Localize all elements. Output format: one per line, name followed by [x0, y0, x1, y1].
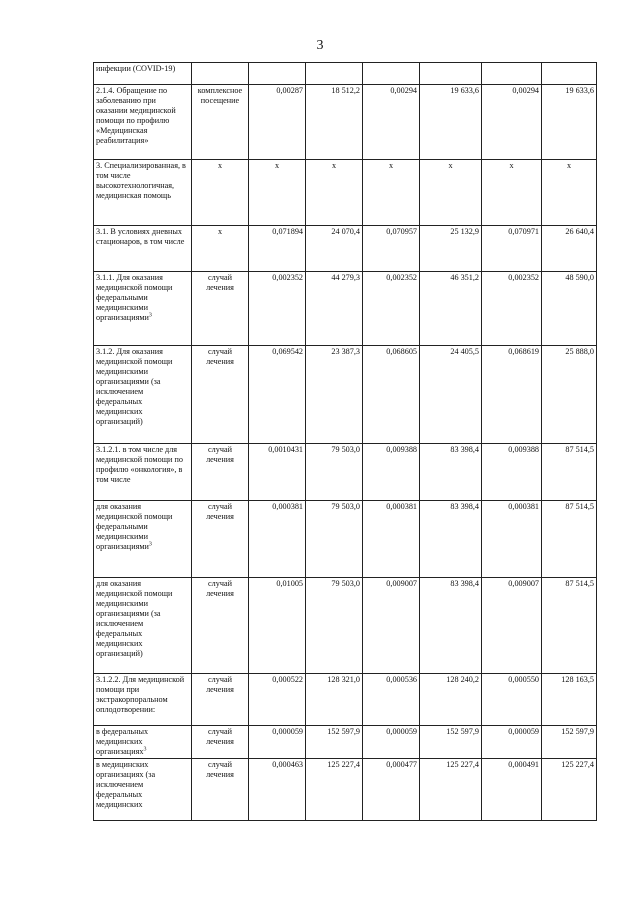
- value-cell: 25 888,0: [542, 346, 597, 444]
- value-cell: 19 633,6: [542, 85, 597, 160]
- unit-cell: случай лечения: [192, 272, 249, 346]
- value-cell: 0,070971: [482, 226, 542, 272]
- value-cell: 46 351,2: [420, 272, 482, 346]
- value-cell: 79 503,0: [306, 444, 363, 501]
- value-cell: [482, 63, 542, 85]
- value-cell: х: [363, 160, 420, 226]
- value-cell: 0,009007: [482, 578, 542, 674]
- row-name-cell: [94, 85, 192, 160]
- value-cell: 0,002352: [363, 272, 420, 346]
- row-name: 3.1. В условиях дневных стационаров, в том числе: [96, 227, 185, 246]
- table-row: [94, 759, 597, 821]
- row-name-cell: [94, 444, 192, 501]
- footnote-marker: 3: [148, 541, 152, 548]
- value-cell: 48 590,0: [542, 272, 597, 346]
- unit-cell: случай лечения: [192, 346, 249, 444]
- value-cell: 83 398,4: [420, 444, 482, 501]
- value-cell: 0,000381: [249, 501, 306, 578]
- row-name: 3. Специализированная, в том числе высокотехнологичная, медицинская помощь: [96, 161, 186, 200]
- table-row: [94, 160, 597, 226]
- value-cell: 79 503,0: [306, 578, 363, 674]
- footnote-marker: 3: [143, 746, 147, 753]
- row-name-cell: [94, 674, 192, 726]
- value-cell: 0,000550: [482, 674, 542, 726]
- row-name: 3.1.2.1. в том числе для медицинской помощи по профилю «онкология», в том числе: [96, 445, 183, 484]
- footnote-marker: 3: [148, 312, 152, 319]
- value-cell: 87 514,5: [542, 501, 597, 578]
- unit-cell: случай лечения: [192, 759, 249, 821]
- value-cell: 125 227,4: [306, 759, 363, 821]
- value-cell: 24 405,5: [420, 346, 482, 444]
- unit-cell: случай лечения: [192, 501, 249, 578]
- row-name-cell: [94, 160, 192, 226]
- table-row: [94, 226, 597, 272]
- value-cell: 0,069542: [249, 346, 306, 444]
- value-cell: 83 398,4: [420, 501, 482, 578]
- value-cell: 152 597,9: [420, 726, 482, 759]
- value-cell: 0,000522: [249, 674, 306, 726]
- value-cell: 0,000491: [482, 759, 542, 821]
- row-name: 3.1.2.2. Для медицинской помощи при экстракорпоральном оплодотворении:: [96, 675, 185, 714]
- unit-cell: случай лечения: [192, 444, 249, 501]
- table-row: [94, 726, 597, 759]
- row-name: 3.1.2. Для оказания медицинской помощи медицинскими организациями (за исключением федеральных медицинских организаций): [96, 347, 173, 426]
- table-row: [94, 63, 597, 85]
- value-cell: 0,000381: [482, 501, 542, 578]
- value-cell: 0,002352: [249, 272, 306, 346]
- value-cell: х: [249, 160, 306, 226]
- value-cell: 24 070,4: [306, 226, 363, 272]
- value-cell: х: [482, 160, 542, 226]
- value-cell: 0,00294: [482, 85, 542, 160]
- value-cell: х: [542, 160, 597, 226]
- value-cell: 0,009388: [363, 444, 420, 501]
- value-cell: 18 512,2: [306, 85, 363, 160]
- table-row: [94, 674, 597, 726]
- value-cell: 125 227,4: [542, 759, 597, 821]
- unit-cell: случай лечения: [192, 674, 249, 726]
- value-cell: 87 514,5: [542, 578, 597, 674]
- value-cell: [542, 63, 597, 85]
- value-cell: 0,01005: [249, 578, 306, 674]
- row-name-cell: [94, 578, 192, 674]
- value-cell: [420, 63, 482, 85]
- value-cell: 0,00287: [249, 85, 306, 160]
- value-cell: 0,000381: [363, 501, 420, 578]
- value-cell: 0,000059: [363, 726, 420, 759]
- value-cell: 26 640,4: [542, 226, 597, 272]
- value-cell: 44 279,3: [306, 272, 363, 346]
- value-cell: 125 227,4: [420, 759, 482, 821]
- table-row: [94, 85, 597, 160]
- unit-cell: [192, 63, 249, 85]
- value-cell: 0,068619: [482, 346, 542, 444]
- row-name: для оказания медицинской помощи федеральными медицинскими организациями: [96, 502, 173, 551]
- value-cell: 0,000059: [249, 726, 306, 759]
- row-name-cell: [94, 272, 192, 346]
- unit-cell: случай лечения: [192, 726, 249, 759]
- row-name-cell: [94, 63, 192, 85]
- value-cell: 79 503,0: [306, 501, 363, 578]
- table-body: [94, 63, 597, 821]
- table-row: [94, 272, 597, 346]
- page-number: 3: [316, 38, 324, 53]
- row-name-cell: [94, 346, 192, 444]
- value-cell: [363, 63, 420, 85]
- value-cell: 0,009388: [482, 444, 542, 501]
- value-cell: 0,000059: [482, 726, 542, 759]
- table-row: [94, 501, 597, 578]
- value-cell: 0,000536: [363, 674, 420, 726]
- row-name: 3.1.1. Для оказания медицинской помощи федеральными медицинскими организациями: [96, 273, 173, 322]
- value-cell: 0,000463: [249, 759, 306, 821]
- row-name-cell: [94, 501, 192, 578]
- row-name: в федеральных медицинских организациях: [96, 727, 149, 756]
- value-cell: 83 398,4: [420, 578, 482, 674]
- row-name: для оказания медицинской помощи медицинскими организациями (за исключением федеральных медицинских организаций): [96, 579, 173, 658]
- value-cell: 128 240,2: [420, 674, 482, 726]
- row-name: в медицинских организациях (за исключением федеральных медицинских: [96, 760, 156, 809]
- value-cell: х: [420, 160, 482, 226]
- value-cell: [306, 63, 363, 85]
- value-cell: 0,002352: [482, 272, 542, 346]
- table-row: [94, 346, 597, 444]
- row-name: инфекции (COVID-19): [96, 64, 176, 73]
- row-name-cell: [94, 226, 192, 272]
- value-cell: 0,070957: [363, 226, 420, 272]
- norms-table: [93, 62, 597, 821]
- value-cell: 87 514,5: [542, 444, 597, 501]
- value-cell: [249, 63, 306, 85]
- value-cell: 0,000477: [363, 759, 420, 821]
- unit-cell: х: [192, 160, 249, 226]
- unit-cell: комплексное посещение: [192, 85, 249, 160]
- value-cell: 128 321,0: [306, 674, 363, 726]
- row-name-cell: [94, 726, 192, 759]
- value-cell: 0,00294: [363, 85, 420, 160]
- unit-cell: случай лечения: [192, 578, 249, 674]
- value-cell: 0,0010431: [249, 444, 306, 501]
- value-cell: 152 597,9: [306, 726, 363, 759]
- value-cell: 0,068605: [363, 346, 420, 444]
- row-name-cell: [94, 759, 192, 821]
- row-name: 2.1.4. Обращение по заболеванию при оказании медицинской помощи по профилю «Медицинская реабилитация»: [96, 86, 176, 145]
- value-cell: 0,009007: [363, 578, 420, 674]
- table-row: [94, 578, 597, 674]
- value-cell: 0,071894: [249, 226, 306, 272]
- value-cell: 23 387,3: [306, 346, 363, 444]
- value-cell: 19 633,6: [420, 85, 482, 160]
- table-row: [94, 444, 597, 501]
- value-cell: х: [306, 160, 363, 226]
- value-cell: 152 597,9: [542, 726, 597, 759]
- value-cell: 128 163,5: [542, 674, 597, 726]
- unit-cell: х: [192, 226, 249, 272]
- value-cell: 25 132,9: [420, 226, 482, 272]
